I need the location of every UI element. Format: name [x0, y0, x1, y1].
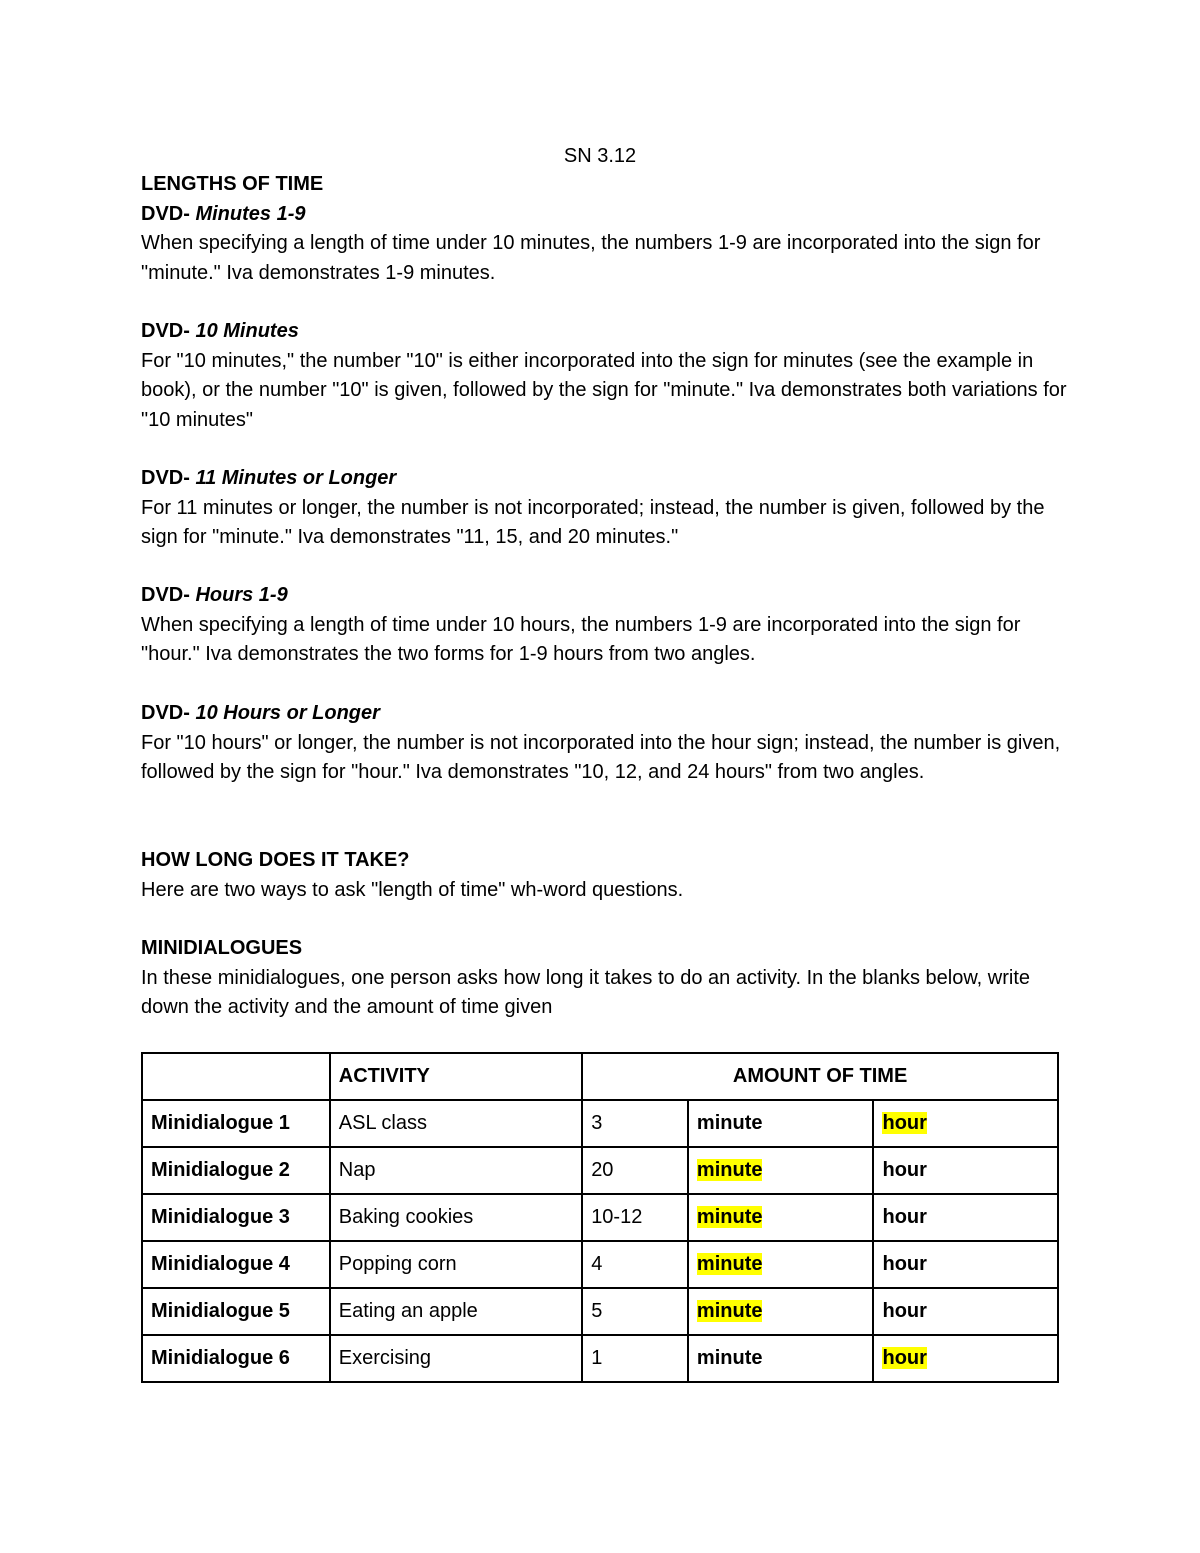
hour-option-cell [873, 1241, 1058, 1288]
activity-cell: Nap [330, 1147, 582, 1194]
hour-option-cell [873, 1194, 1058, 1241]
paragraph-hours-1-9: When specifying a length of time under 10 hours, the numbers 1-9 are incorporated into the sign for "hour." Iva demonstrates the two forms for 1-9 hours from two angles. [141, 613, 1021, 665]
minute-option: minute [696, 1347, 763, 1369]
activity-cell: Exercising [330, 1335, 582, 1382]
amount-cell: 20 [582, 1147, 688, 1194]
minidialogue-table [141, 1052, 1059, 1383]
subheading-hours-1-9: DVD- Hours 1-9 [141, 584, 288, 606]
minute-option: minute [696, 1112, 763, 1134]
paragraph-minidialogues: In these minidialogues, one person asks how long it takes to do an activity. In the blanks below, write down the activity and the amount of time given [141, 966, 1031, 1018]
hour-option-cell [873, 1335, 1058, 1382]
table-row [142, 1288, 1058, 1335]
minute-option: minute [696, 1300, 763, 1322]
section-minidialogues [141, 934, 1071, 1023]
paragraph-minutes-1-9: When specifying a length of time under 10 minutes, the numbers 1-9 are incorporated into the sign for "minute." Iva demonstrates 1-9 minutes. [141, 232, 1041, 284]
hour-option-cell [873, 1147, 1058, 1194]
table-header-row [142, 1053, 1058, 1100]
table-row [142, 1100, 1058, 1147]
amount-cell: 4 [582, 1241, 688, 1288]
paragraph-10-minutes: For "10 minutes," the number "10" is either incorporated into the sign for minutes (see the example in book), or the number "10" is given, followed by the sign for "minute." Iva demonstrates both variations for "10 minutes" [141, 349, 1067, 431]
row-label: Minidialogue 4 [142, 1241, 330, 1288]
hour-option-cell [873, 1100, 1058, 1147]
minute-option-cell [688, 1147, 874, 1194]
header-activity: ACTIVITY [330, 1053, 582, 1100]
table-row [142, 1335, 1058, 1382]
amount-cell: 3 [582, 1100, 688, 1147]
section-lengths-of-time [141, 170, 1071, 288]
paragraph-how-long: Here are two ways to ask "length of time" wh-word questions. [141, 878, 684, 901]
hour-option: hour [882, 1300, 927, 1322]
row-label: Minidialogue 6 [142, 1335, 330, 1382]
table-row [142, 1194, 1058, 1241]
row-label: Minidialogue 3 [142, 1194, 330, 1241]
section-11-minutes [141, 464, 1071, 553]
header-empty-cell [142, 1053, 330, 1100]
subheading-minutes-1-9: DVD- Minutes 1-9 [141, 202, 306, 225]
paragraph-11-minutes: For 11 minutes or longer, the number is not incorporated; instead, the number is given, followed by the sign for "minute." Iva demonstrates "11, 15, and 20 minutes." [141, 496, 1045, 548]
paragraph-10-hours: For "10 hours" or longer, the number is not incorporated into the hour sign; instead, the number is given, followed by the sign for "hour." Iva demonstrates "10, 12, and 24 hours" from two angles. [141, 731, 1061, 783]
hour-option-cell [873, 1288, 1058, 1335]
row-label: Minidialogue 2 [142, 1147, 330, 1194]
document-code: SN 3.12 [563, 145, 637, 167]
hour-option: hour [882, 1347, 927, 1369]
activity-cell: Eating an apple [330, 1288, 582, 1335]
minute-option: minute [696, 1253, 763, 1275]
section-heading: MINIDIALOGUES [141, 937, 303, 959]
row-label: Minidialogue 5 [142, 1288, 330, 1335]
minute-option-cell [688, 1335, 874, 1382]
header-amount-of-time: AMOUNT OF TIME [582, 1053, 1058, 1100]
section-heading: HOW LONG DOES IT TAKE? [141, 849, 410, 871]
section-hours-1-9 [141, 581, 1071, 670]
hour-option: hour [882, 1159, 927, 1181]
amount-cell: 5 [582, 1288, 688, 1335]
activity-cell: Baking cookies [330, 1194, 582, 1241]
subheading-10-minutes: DVD- 10 Minutes [141, 320, 299, 342]
hour-option: hour [882, 1253, 927, 1275]
minute-option-cell [688, 1194, 874, 1241]
section-10-hours [141, 699, 1071, 788]
hour-option: hour [882, 1112, 927, 1134]
minute-option: minute [696, 1206, 763, 1228]
hour-option: hour [882, 1206, 927, 1228]
amount-cell: 10-12 [582, 1194, 688, 1241]
minute-option-cell [688, 1241, 874, 1288]
subheading-11-minutes: DVD- 11 Minutes or Longer [141, 467, 397, 489]
subheading-10-hours: DVD- 10 Hours or Longer [141, 702, 380, 724]
activity-cell: ASL class [330, 1100, 582, 1147]
minute-option: minute [696, 1159, 763, 1181]
section-heading: LENGTHS OF TIME [141, 173, 324, 195]
amount-cell: 1 [582, 1335, 688, 1382]
minute-option-cell [688, 1100, 874, 1147]
section-how-long [141, 846, 1071, 905]
table-row [142, 1147, 1058, 1194]
activity-cell: Popping corn [330, 1241, 582, 1288]
minute-option-cell [688, 1288, 874, 1335]
section-10-minutes [141, 317, 1071, 435]
row-label: Minidialogue 1 [142, 1100, 330, 1147]
table-row [142, 1241, 1058, 1288]
